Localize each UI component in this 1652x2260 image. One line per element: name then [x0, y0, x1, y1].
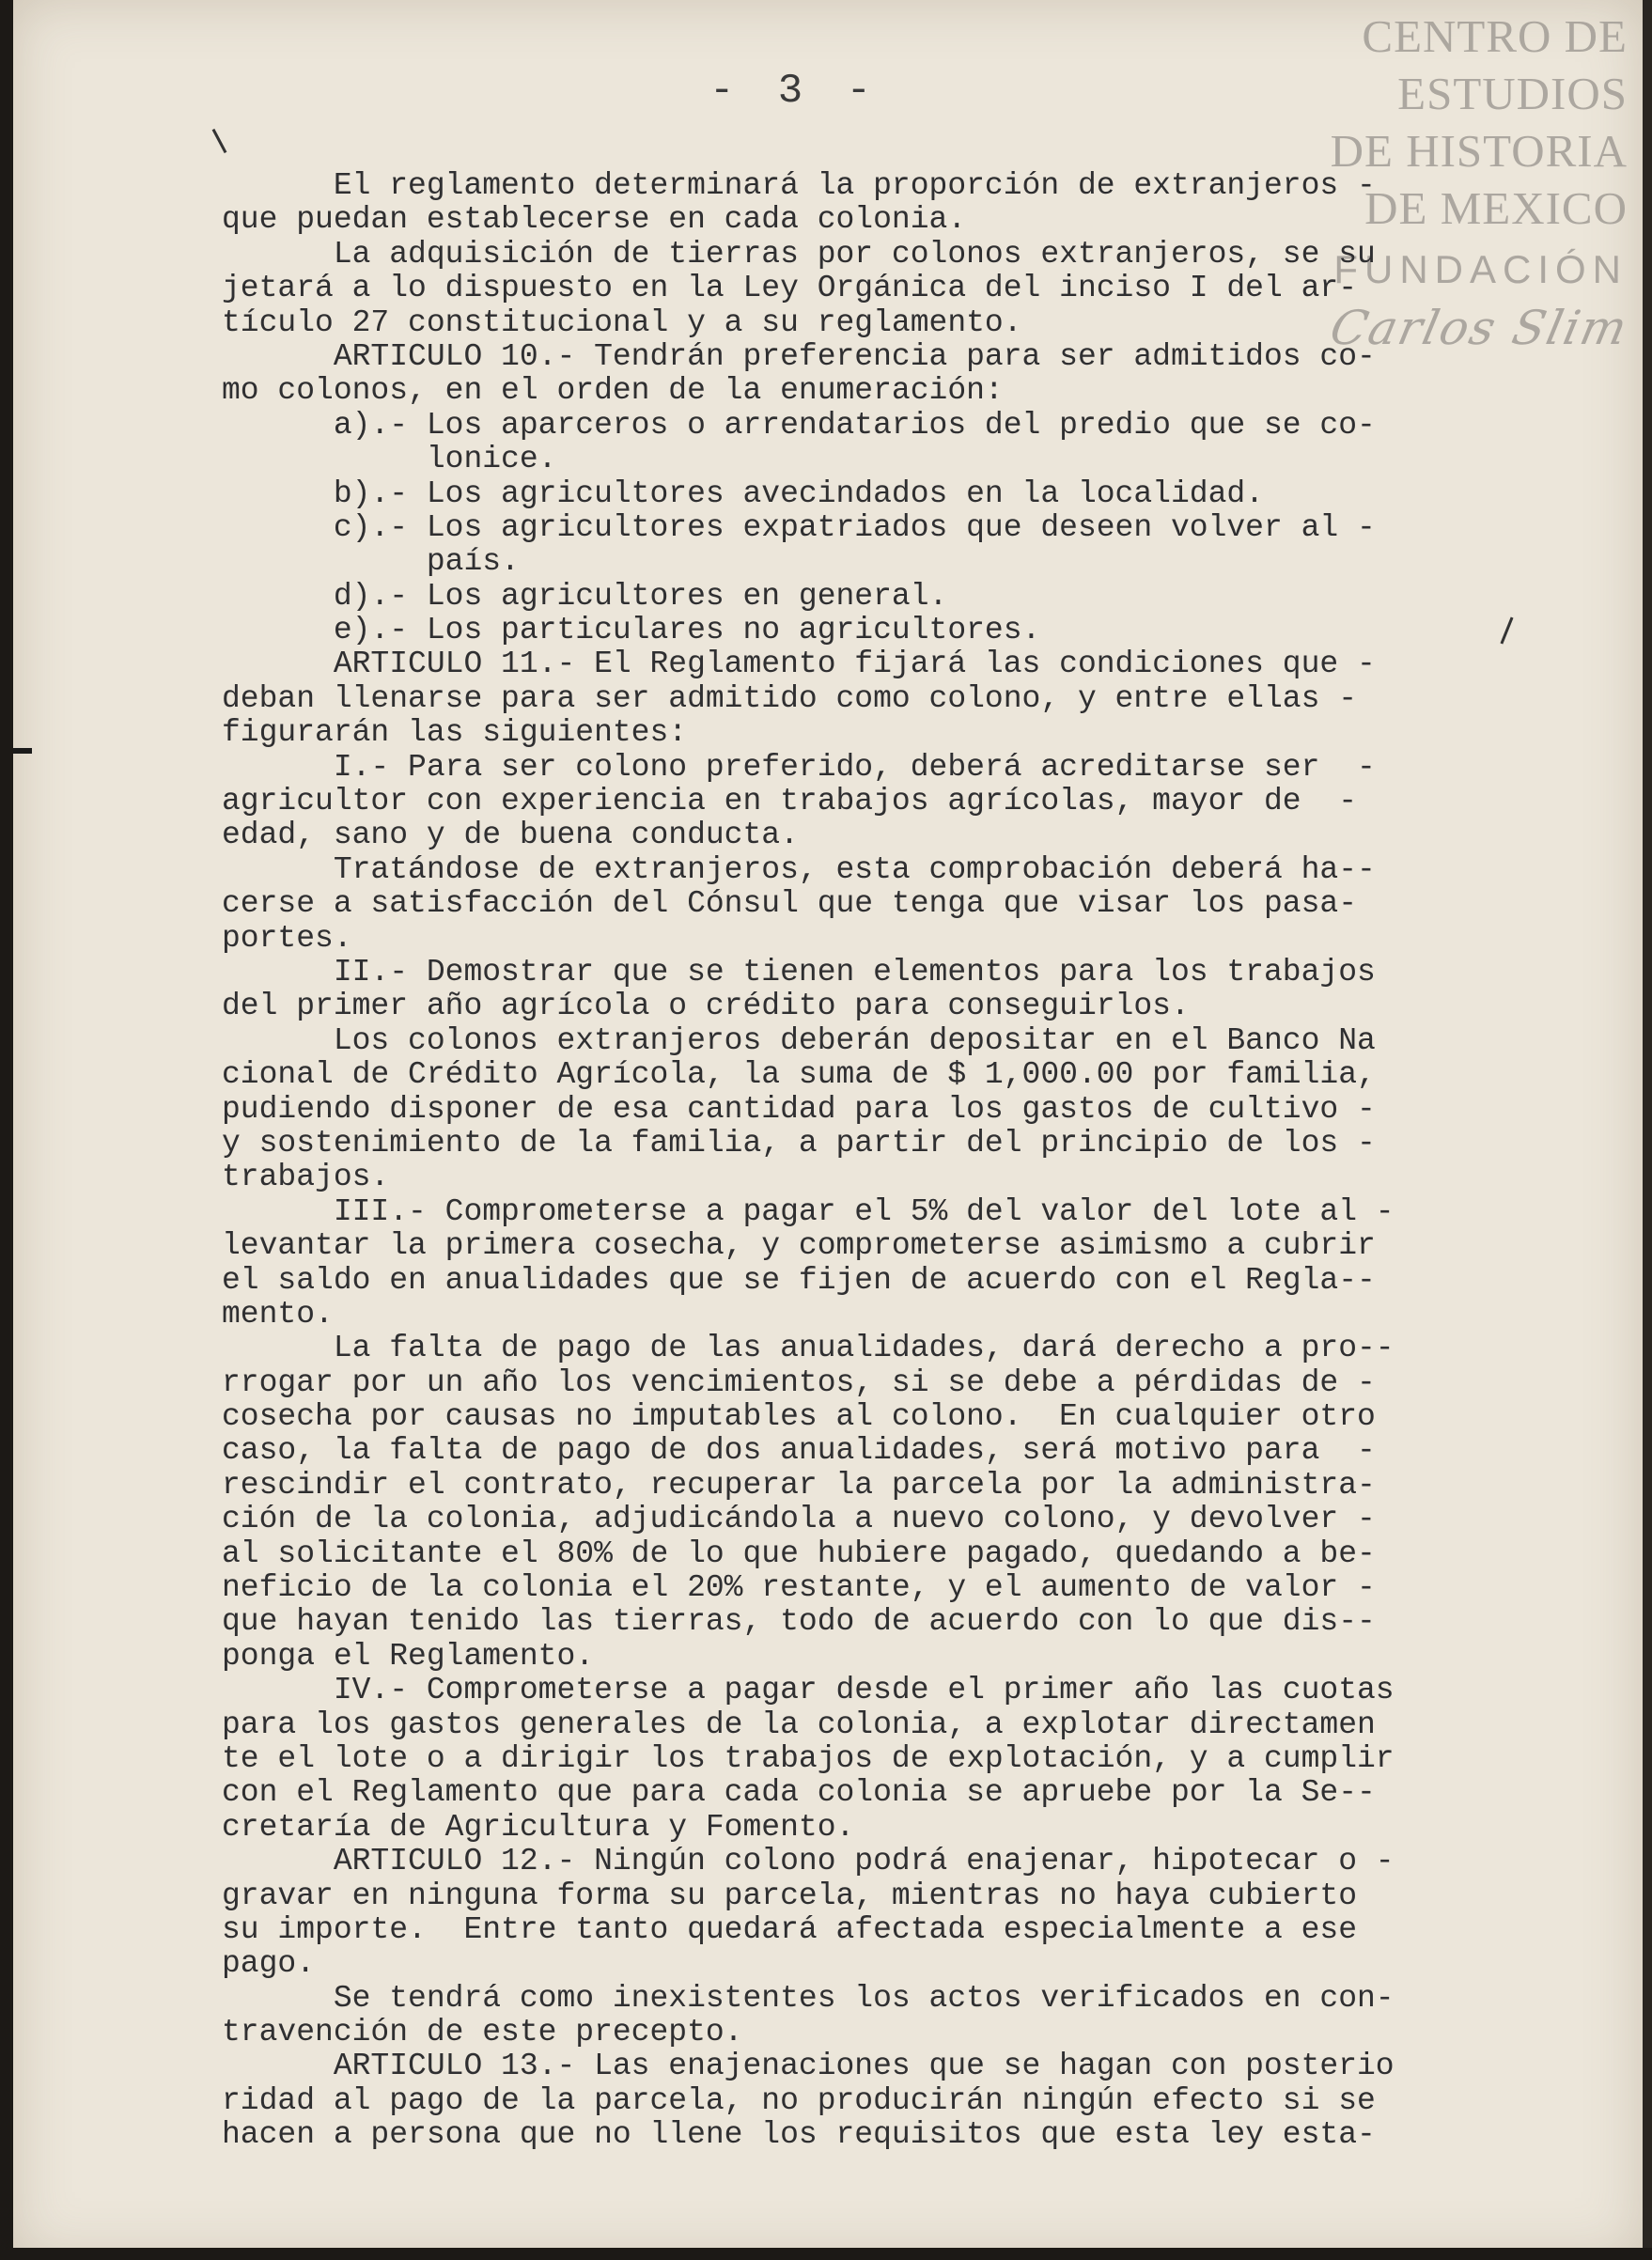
watermark-line: ESTUDIOS	[1397, 68, 1628, 119]
text-line: b).- Los agricultores avecindados en la localidad.	[222, 475, 1264, 511]
text-line: deban llenarse para ser admitido como colono, y entre ellas -	[222, 680, 1357, 716]
text-line: Los colonos extranjeros deberán depositar en el Banco Na	[222, 1022, 1376, 1058]
text-line: La adquisición de tierras por colonos extranjeros, se su	[222, 236, 1376, 272]
text-line: país.	[222, 544, 520, 580]
text-line: agricultor con experiencia en trabajos agrícolas, mayor de -	[222, 784, 1357, 819]
text-line: rescindir el contrato, recuperar la parcela por la administra-	[222, 1467, 1376, 1503]
watermark-foundation: FUNDACIÓN	[1333, 247, 1628, 291]
scan-bottom-edge	[0, 2248, 1652, 2260]
text-line: caso, la falta de pago de dos anualidades, será motivo para -	[222, 1433, 1376, 1469]
text-line: gravar en ninguna forma su parcela, mientras no haya cubierto	[222, 1878, 1357, 1913]
text-line: te el lote o a dirigir los trabajos de explotación, y a cumplir	[222, 1740, 1395, 1776]
text-line: cerse a satisfacción del Cónsul que tenga que visar los pasa-	[222, 886, 1357, 922]
text-line: ARTICULO 13.- Las enajenaciones que se hagan con posterio	[222, 2049, 1395, 2084]
text-line: d).- Los agricultores en general.	[222, 578, 948, 614]
text-line: travención de este precepto.	[222, 2015, 743, 2050]
text-line: III.- Comprometerse a pagar el 5% del valor del lote al -	[222, 1193, 1395, 1229]
text-line: edad, sano y de buena conducta.	[222, 818, 799, 853]
watermark-line: CENTRO DE	[1362, 10, 1628, 62]
text-line: cretaría de Agricultura y Fomento.	[222, 1809, 855, 1845]
text-line: ARTICULO 11.- El Reglamento fijará las condiciones que -	[222, 647, 1376, 682]
text-line: pago.	[222, 1946, 316, 1982]
text-line: al solicitante el 80% de lo que hubiere pagado, quedando a be-	[222, 1535, 1376, 1571]
text-line: mento.	[222, 1296, 334, 1332]
binder-mark	[13, 748, 32, 754]
text-line: jetará a lo dispuesto en la Ley Orgánica del inciso I del ar-	[222, 271, 1357, 306]
text-line: para los gastos generales de la colonia, a explotar directamen	[222, 1707, 1376, 1742]
text-line: el saldo en anualidades que se fijen de acuerdo con el Regla--	[222, 1262, 1376, 1298]
text-line: cional de Crédito Agrícola, la suma de $ 1,000.00 por familia,	[222, 1057, 1376, 1093]
watermark-line: DE MEXICO	[1364, 182, 1628, 234]
page-number: - 3 -	[709, 68, 881, 115]
text-line: ponga el Reglamento.	[222, 1638, 595, 1674]
text-line: ARTICULO 10.- Tendrán preferencia para ser admitidos co-	[222, 338, 1376, 374]
typewritten-body	[222, 169, 1509, 2153]
text-line: levantar la primera cosecha, y comprometerse asimismo a cubrir	[222, 1228, 1376, 1264]
text-line: portes.	[222, 920, 352, 956]
text-line: ridad al pago de la parcela, no producirán ningún efecto si se	[222, 2082, 1376, 2118]
text-line: ARTICULO 12.- Ningún colono podrá enajenar, hipotecar o -	[222, 1844, 1395, 1879]
text-line: hacen a persona que no llene los requisitos que esta ley esta-	[222, 2117, 1376, 2153]
text-line: con el Reglamento que para cada colonia se apruebe por la Se--	[222, 1775, 1376, 1811]
text-line: que puedan establecerse en cada colonia.	[222, 202, 967, 238]
text-line: y sostenimiento de la familia, a partir del principio de los -	[222, 1125, 1376, 1161]
text-line: IV.- Comprometerse a pagar desde el primer año las cuotas	[222, 1673, 1395, 1708]
text-line: e).- Los particulares no agricultores.	[222, 613, 1041, 648]
text-line: Tratándose de extranjeros, esta comprobación deberá ha--	[222, 851, 1376, 887]
text-line: La falta de pago de las anualidades, dará derecho a pro--	[222, 1331, 1395, 1366]
text-line: figurarán las siguientes:	[222, 715, 688, 751]
text-line: a).- Los aparceros o arrendatarios del predio que se co-	[222, 407, 1376, 443]
text-line: II.- Demostrar que se tienen elementos para los trabajos	[222, 954, 1376, 990]
scan-left-edge	[0, 0, 13, 2260]
text-line: El reglamento determinará la proporción de extranjeros -	[222, 168, 1376, 203]
text-line: del primer año agrícola o crédito para conseguirlos.	[222, 989, 1190, 1024]
watermark-signature: Carlos Slim	[1325, 301, 1634, 355]
text-line: trabajos.	[222, 1160, 390, 1195]
text-line: neficio de la colonia el 20% restante, y el aumento de valor -	[222, 1570, 1376, 1606]
watermark-line: DE HISTORIA	[1330, 125, 1628, 177]
text-line: I.- Para ser colono preferido, deberá acreditarse ser -	[222, 749, 1376, 785]
text-line: su importe. Entre tanto quedará afectada especialmente a ese	[222, 1911, 1357, 1947]
text-line: pudiendo disponer de esa cantidad para los gastos de cultivo -	[222, 1091, 1376, 1127]
text-line: que hayan tenido las tierras, todo de acuerdo con lo que dis--	[222, 1604, 1376, 1640]
text-line: ción de la colonia, adjudicándola a nuevo colono, y devolver -	[222, 1502, 1376, 1537]
text-line: mo colonos, en el orden de la enumeración:	[222, 373, 1004, 409]
text-line: lonice.	[222, 442, 557, 477]
text-line: rrogar por un año los vencimientos, si se debe a pérdidas de -	[222, 1364, 1376, 1400]
text-line: tículo 27 constitucional y a su reglamento.	[222, 304, 1022, 340]
text-line: cosecha por causas no imputables al colono. En cualquier otro	[222, 1399, 1376, 1435]
text-line: c).- Los agricultores expatriados que deseen volver al -	[222, 509, 1376, 545]
text-line: Se tendrá como inexistentes los actos verificados en con-	[222, 1980, 1395, 2016]
